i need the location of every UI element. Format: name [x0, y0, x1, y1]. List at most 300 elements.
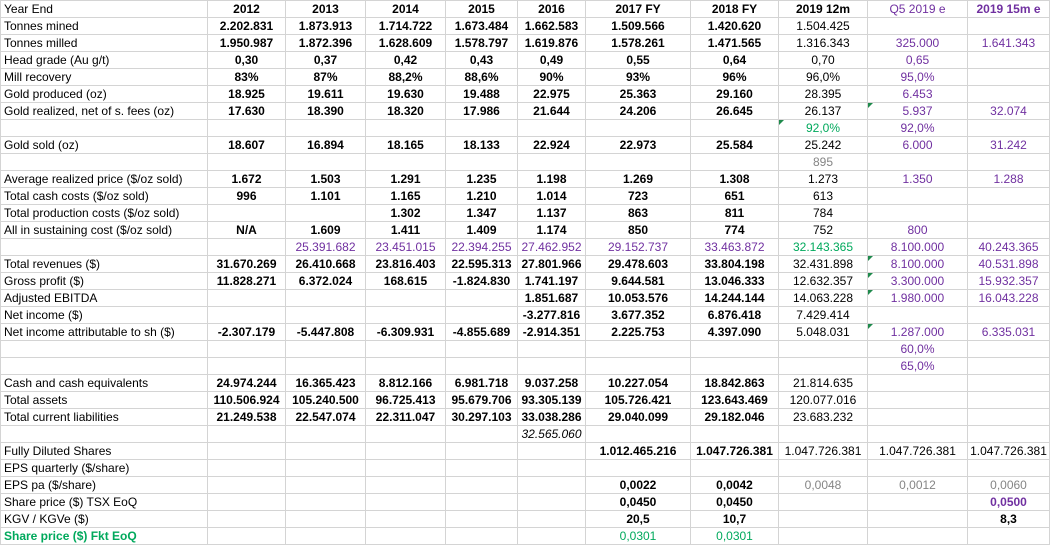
cell[interactable]: 96.725.413 — [366, 392, 446, 409]
row-label[interactable]: Average realized price ($/oz sold) — [1, 171, 208, 188]
row-label[interactable]: Net income attributable to sh ($) — [1, 324, 208, 341]
cell[interactable]: 20,5 — [586, 511, 691, 528]
cell[interactable]: 27.801.966 — [518, 256, 586, 273]
cell[interactable]: 120.077.016 — [779, 392, 868, 409]
cell[interactable] — [286, 205, 366, 222]
col-header-2016[interactable]: 2016 — [518, 1, 586, 18]
cell[interactable] — [868, 18, 968, 35]
cell[interactable] — [518, 358, 586, 375]
cell[interactable] — [208, 205, 286, 222]
cell[interactable]: 0,64 — [691, 52, 779, 69]
cell[interactable] — [366, 511, 446, 528]
row-label[interactable]: Head grade (Au g/t) — [1, 52, 208, 69]
cell[interactable] — [868, 392, 968, 409]
cell[interactable] — [366, 494, 446, 511]
cell[interactable] — [868, 307, 968, 324]
cell[interactable]: 105.726.421 — [586, 392, 691, 409]
cell[interactable]: 27.462.952 — [518, 239, 586, 256]
cell[interactable]: 17.986 — [446, 103, 518, 120]
cell[interactable] — [286, 511, 366, 528]
cell[interactable]: 3.677.352 — [586, 307, 691, 324]
cell[interactable] — [968, 528, 1050, 545]
row-label[interactable]: Total assets — [1, 392, 208, 409]
cell[interactable]: 8,3 — [968, 511, 1050, 528]
cell[interactable] — [586, 460, 691, 477]
cell[interactable] — [286, 528, 366, 545]
row-label[interactable]: All in sustaining cost ($/oz sold) — [1, 222, 208, 239]
cell[interactable]: 29.182.046 — [691, 409, 779, 426]
cell[interactable]: 1.714.722 — [366, 18, 446, 35]
cell[interactable] — [968, 358, 1050, 375]
cell[interactable]: 1.302 — [366, 205, 446, 222]
cell[interactable] — [286, 307, 366, 324]
cell[interactable] — [446, 120, 518, 137]
cell[interactable]: 1.137 — [518, 205, 586, 222]
cell[interactable] — [779, 341, 868, 358]
cell[interactable] — [366, 477, 446, 494]
row-label[interactable]: Tonnes milled — [1, 35, 208, 52]
cell[interactable]: 12.632.357 — [779, 273, 868, 290]
cell[interactable] — [518, 443, 586, 460]
cell[interactable]: 168.615 — [366, 273, 446, 290]
cell[interactable]: 10.053.576 — [586, 290, 691, 307]
cell[interactable]: 18.607 — [208, 137, 286, 154]
cell[interactable]: 850 — [586, 222, 691, 239]
cell[interactable]: 10.227.054 — [586, 375, 691, 392]
cell[interactable] — [779, 426, 868, 443]
cell[interactable]: 6.453 — [868, 86, 968, 103]
cell[interactable] — [968, 52, 1050, 69]
cell[interactable] — [446, 426, 518, 443]
cell[interactable]: 16.365.423 — [286, 375, 366, 392]
cell[interactable]: 6.000 — [868, 137, 968, 154]
cell[interactable] — [208, 460, 286, 477]
cell[interactable] — [968, 460, 1050, 477]
cell[interactable] — [518, 511, 586, 528]
cell[interactable]: 14.244.144 — [691, 290, 779, 307]
cell[interactable]: 30.297.103 — [446, 409, 518, 426]
cell[interactable]: -2.914.351 — [518, 324, 586, 341]
cell[interactable]: 65,0% — [868, 358, 968, 375]
cell[interactable]: 0,0012 — [868, 477, 968, 494]
row-label[interactable] — [1, 358, 208, 375]
cell[interactable] — [446, 477, 518, 494]
cell[interactable]: 0,65 — [868, 52, 968, 69]
cell[interactable] — [968, 409, 1050, 426]
cell[interactable]: 0,0450 — [691, 494, 779, 511]
cell[interactable] — [868, 154, 968, 171]
cell[interactable]: 1.047.726.381 — [968, 443, 1050, 460]
cell[interactable]: 0,30 — [208, 52, 286, 69]
cell[interactable]: 40.531.898 — [968, 256, 1050, 273]
cell[interactable] — [208, 358, 286, 375]
cell[interactable] — [208, 290, 286, 307]
cell[interactable]: 24.206 — [586, 103, 691, 120]
cell[interactable]: 1.287.000 — [868, 324, 968, 341]
cell[interactable]: 1.198 — [518, 171, 586, 188]
cell[interactable] — [286, 341, 366, 358]
cell[interactable] — [779, 528, 868, 545]
cell[interactable]: 25.391.682 — [286, 239, 366, 256]
cell[interactable]: 110.506.924 — [208, 392, 286, 409]
cell[interactable]: 32.074 — [968, 103, 1050, 120]
cell[interactable]: 9.644.581 — [586, 273, 691, 290]
row-label[interactable] — [1, 154, 208, 171]
cell[interactable]: 0,55 — [586, 52, 691, 69]
col-header-q5-2019-e[interactable]: Q5 2019 e — [868, 1, 968, 18]
cell[interactable]: 18.165 — [366, 137, 446, 154]
cell[interactable] — [518, 477, 586, 494]
cell[interactable] — [446, 511, 518, 528]
cell[interactable]: 1.165 — [366, 188, 446, 205]
cell[interactable]: 22.547.074 — [286, 409, 366, 426]
cell[interactable]: 24.974.244 — [208, 375, 286, 392]
cell[interactable] — [779, 494, 868, 511]
cell[interactable]: 29.478.603 — [586, 256, 691, 273]
cell[interactable] — [868, 375, 968, 392]
cell[interactable]: 32.143.365 — [779, 239, 868, 256]
cell[interactable]: 7.429.414 — [779, 307, 868, 324]
cell[interactable] — [968, 307, 1050, 324]
cell[interactable]: 0,0022 — [586, 477, 691, 494]
cell[interactable]: 0,37 — [286, 52, 366, 69]
cell[interactable]: 800 — [868, 222, 968, 239]
cell[interactable]: 1.288 — [968, 171, 1050, 188]
cell[interactable]: 1.101 — [286, 188, 366, 205]
cell[interactable]: 90% — [518, 69, 586, 86]
cell[interactable]: 95.679.706 — [446, 392, 518, 409]
cell[interactable]: 0,43 — [446, 52, 518, 69]
cell[interactable]: 8.812.166 — [366, 375, 446, 392]
cell[interactable]: 14.063.228 — [779, 290, 868, 307]
cell[interactable]: 1.420.620 — [691, 18, 779, 35]
row-label[interactable]: Fully Diluted Shares — [1, 443, 208, 460]
cell[interactable]: 105.240.500 — [286, 392, 366, 409]
cell[interactable]: 60,0% — [868, 341, 968, 358]
cell[interactable]: 33.038.286 — [518, 409, 586, 426]
col-header-2014[interactable]: 2014 — [366, 1, 446, 18]
cell[interactable]: 5.937 — [868, 103, 968, 120]
row-label[interactable]: Adjusted EBITDA — [1, 290, 208, 307]
cell[interactable] — [968, 375, 1050, 392]
cell[interactable]: 13.046.333 — [691, 273, 779, 290]
cell[interactable]: 18.925 — [208, 86, 286, 103]
cell[interactable]: 9.037.258 — [518, 375, 586, 392]
cell[interactable] — [968, 205, 1050, 222]
cell[interactable]: 1.235 — [446, 171, 518, 188]
cell[interactable]: 895 — [779, 154, 868, 171]
cell[interactable]: 0,0048 — [779, 477, 868, 494]
cell[interactable]: 95,0% — [868, 69, 968, 86]
cell[interactable]: 26.137 — [779, 103, 868, 120]
cell[interactable] — [446, 528, 518, 545]
cell[interactable]: 3.300.000 — [868, 273, 968, 290]
cell[interactable]: 16.043.228 — [968, 290, 1050, 307]
cell[interactable]: 651 — [691, 188, 779, 205]
cell[interactable]: 996 — [208, 188, 286, 205]
cell[interactable] — [968, 18, 1050, 35]
cell[interactable]: 6.372.024 — [286, 273, 366, 290]
cell[interactable]: 18.390 — [286, 103, 366, 120]
cell[interactable]: 8.100.000 — [868, 239, 968, 256]
col-header-2015[interactable]: 2015 — [446, 1, 518, 18]
row-label[interactable] — [1, 426, 208, 443]
cell[interactable]: 18.133 — [446, 137, 518, 154]
row-label[interactable]: Mill recovery — [1, 69, 208, 86]
cell[interactable]: 123.643.469 — [691, 392, 779, 409]
row-label[interactable] — [1, 341, 208, 358]
cell[interactable] — [446, 494, 518, 511]
col-header-2017-fy[interactable]: 2017 FY — [586, 1, 691, 18]
cell[interactable] — [518, 460, 586, 477]
cell[interactable] — [779, 511, 868, 528]
cell[interactable]: 16.894 — [286, 137, 366, 154]
cell[interactable]: 25.363 — [586, 86, 691, 103]
cell[interactable]: 22.595.313 — [446, 256, 518, 273]
cell[interactable]: 0,0500 — [968, 494, 1050, 511]
row-label[interactable] — [1, 120, 208, 137]
cell[interactable] — [286, 460, 366, 477]
cell[interactable] — [286, 290, 366, 307]
row-label[interactable]: Total revenues ($) — [1, 256, 208, 273]
cell[interactable]: 23.816.403 — [366, 256, 446, 273]
cell[interactable] — [208, 307, 286, 324]
cell[interactable]: 811 — [691, 205, 779, 222]
cell[interactable]: 1.174 — [518, 222, 586, 239]
cell[interactable]: 4.397.090 — [691, 324, 779, 341]
cell[interactable]: 1.673.484 — [446, 18, 518, 35]
cell[interactable]: 1.662.583 — [518, 18, 586, 35]
cell[interactable]: 1.047.726.381 — [779, 443, 868, 460]
cell[interactable]: 325.000 — [868, 35, 968, 52]
cell[interactable]: 28.395 — [779, 86, 868, 103]
cell[interactable] — [968, 222, 1050, 239]
col-header-2019-12m[interactable]: 2019 12m — [779, 1, 868, 18]
cell[interactable]: 6.335.031 — [968, 324, 1050, 341]
cell[interactable] — [968, 69, 1050, 86]
col-header-2019-15m-e[interactable]: 2019 15m e — [968, 1, 1050, 18]
cell[interactable] — [518, 120, 586, 137]
cell[interactable] — [691, 358, 779, 375]
cell[interactable] — [691, 341, 779, 358]
cell[interactable]: 10,7 — [691, 511, 779, 528]
cell[interactable]: 0,0042 — [691, 477, 779, 494]
cell[interactable]: 1.950.987 — [208, 35, 286, 52]
cell[interactable] — [446, 460, 518, 477]
cell[interactable]: 6.876.418 — [691, 307, 779, 324]
cell[interactable] — [968, 154, 1050, 171]
row-label[interactable]: EPS pa ($/share) — [1, 477, 208, 494]
cell[interactable]: 88,6% — [446, 69, 518, 86]
cell[interactable] — [868, 409, 968, 426]
row-label[interactable]: Total production costs ($/oz sold) — [1, 205, 208, 222]
cell[interactable] — [968, 86, 1050, 103]
cell[interactable] — [446, 358, 518, 375]
cell[interactable] — [968, 120, 1050, 137]
cell[interactable]: 1.350 — [868, 171, 968, 188]
cell[interactable] — [868, 511, 968, 528]
cell[interactable] — [366, 290, 446, 307]
row-label[interactable]: Total cash costs ($/oz sold) — [1, 188, 208, 205]
cell[interactable]: 1.609 — [286, 222, 366, 239]
cell[interactable] — [779, 460, 868, 477]
cell[interactable]: 32.565.060 — [518, 426, 586, 443]
cell[interactable]: 33.804.198 — [691, 256, 779, 273]
cell[interactable]: 26.645 — [691, 103, 779, 120]
cell[interactable] — [691, 120, 779, 137]
cell[interactable]: 723 — [586, 188, 691, 205]
cell[interactable]: 8.100.000 — [868, 256, 968, 273]
row-label[interactable]: Total current liabilities — [1, 409, 208, 426]
cell[interactable] — [868, 205, 968, 222]
cell[interactable]: 0,49 — [518, 52, 586, 69]
cell[interactable]: 93% — [586, 69, 691, 86]
cell[interactable]: N/A — [208, 222, 286, 239]
cell[interactable]: 33.463.872 — [691, 239, 779, 256]
cell[interactable] — [366, 358, 446, 375]
cell[interactable] — [208, 154, 286, 171]
cell[interactable] — [691, 426, 779, 443]
cell[interactable]: 0,70 — [779, 52, 868, 69]
cell[interactable]: 0,42 — [366, 52, 446, 69]
cell[interactable] — [208, 443, 286, 460]
cell[interactable] — [446, 307, 518, 324]
cell[interactable] — [968, 341, 1050, 358]
cell[interactable]: 1.873.913 — [286, 18, 366, 35]
cell[interactable]: 1.578.261 — [586, 35, 691, 52]
cell[interactable] — [868, 460, 968, 477]
cell[interactable]: 25.584 — [691, 137, 779, 154]
row-label[interactable]: Cash and cash equivalents — [1, 375, 208, 392]
cell[interactable] — [691, 460, 779, 477]
cell[interactable]: 21.814.635 — [779, 375, 868, 392]
cell[interactable]: 1.047.726.381 — [691, 443, 779, 460]
cell[interactable]: 22.975 — [518, 86, 586, 103]
cell[interactable]: 1.014 — [518, 188, 586, 205]
cell[interactable] — [208, 477, 286, 494]
cell[interactable]: 19.630 — [366, 86, 446, 103]
cell[interactable]: -2.307.179 — [208, 324, 286, 341]
cell[interactable]: 0,0301 — [586, 528, 691, 545]
cell[interactable]: 11.828.271 — [208, 273, 286, 290]
cell[interactable] — [586, 358, 691, 375]
cell[interactable]: 1.851.687 — [518, 290, 586, 307]
cell[interactable]: 1.672 — [208, 171, 286, 188]
cell[interactable]: 18.842.863 — [691, 375, 779, 392]
cell[interactable] — [366, 120, 446, 137]
row-label[interactable]: Gross profit ($) — [1, 273, 208, 290]
cell[interactable]: 2.202.831 — [208, 18, 286, 35]
cell[interactable]: 1.210 — [446, 188, 518, 205]
cell[interactable] — [586, 341, 691, 358]
cell[interactable]: 5.048.031 — [779, 324, 868, 341]
cell[interactable]: 1.291 — [366, 171, 446, 188]
cell[interactable] — [868, 426, 968, 443]
cell[interactable]: -3.277.816 — [518, 307, 586, 324]
col-header-2018-fy[interactable]: 2018 FY — [691, 1, 779, 18]
cell[interactable] — [868, 188, 968, 205]
cell[interactable] — [968, 188, 1050, 205]
cell[interactable]: 21.249.538 — [208, 409, 286, 426]
cell[interactable]: 752 — [779, 222, 868, 239]
cell[interactable] — [586, 154, 691, 171]
cell[interactable] — [518, 341, 586, 358]
cell[interactable] — [446, 290, 518, 307]
cell[interactable] — [366, 443, 446, 460]
cell[interactable] — [518, 528, 586, 545]
cell[interactable]: -4.855.689 — [446, 324, 518, 341]
cell[interactable] — [208, 426, 286, 443]
cell[interactable]: 774 — [691, 222, 779, 239]
cell[interactable] — [518, 494, 586, 511]
cell[interactable]: 1.471.565 — [691, 35, 779, 52]
cell[interactable] — [691, 154, 779, 171]
cell[interactable] — [868, 494, 968, 511]
cell[interactable] — [779, 358, 868, 375]
row-label[interactable]: Gold produced (oz) — [1, 86, 208, 103]
corner-header-year-end[interactable]: Year End — [1, 1, 208, 18]
cell[interactable]: 23.683.232 — [779, 409, 868, 426]
cell[interactable]: 1.316.343 — [779, 35, 868, 52]
cell[interactable]: 784 — [779, 205, 868, 222]
cell[interactable]: 87% — [286, 69, 366, 86]
cell[interactable]: 863 — [586, 205, 691, 222]
cell[interactable]: 83% — [208, 69, 286, 86]
row-label[interactable]: Gold realized, net of s. fees (oz) — [1, 103, 208, 120]
row-label[interactable]: Tonnes mined — [1, 18, 208, 35]
col-header-2012[interactable]: 2012 — [208, 1, 286, 18]
cell[interactable]: 1.308 — [691, 171, 779, 188]
cell[interactable]: 31.670.269 — [208, 256, 286, 273]
cell[interactable]: 88,2% — [366, 69, 446, 86]
cell[interactable] — [586, 426, 691, 443]
cell[interactable]: 15.932.357 — [968, 273, 1050, 290]
cell[interactable] — [208, 239, 286, 256]
cell[interactable]: 26.410.668 — [286, 256, 366, 273]
cell[interactable]: 1.047.726.381 — [868, 443, 968, 460]
cell[interactable]: 0,0060 — [968, 477, 1050, 494]
cell[interactable] — [286, 358, 366, 375]
cell[interactable]: 40.243.365 — [968, 239, 1050, 256]
cell[interactable]: 1.012.465.216 — [586, 443, 691, 460]
cell[interactable] — [286, 443, 366, 460]
cell[interactable]: 1.628.609 — [366, 35, 446, 52]
cell[interactable]: 1.273 — [779, 171, 868, 188]
cell[interactable]: 1.269 — [586, 171, 691, 188]
cell[interactable]: 23.451.015 — [366, 239, 446, 256]
cell[interactable]: 32.431.898 — [779, 256, 868, 273]
cell[interactable] — [286, 154, 366, 171]
cell[interactable]: 0,0301 — [691, 528, 779, 545]
cell[interactable]: 1.872.396 — [286, 35, 366, 52]
cell[interactable]: 18.320 — [366, 103, 446, 120]
cell[interactable] — [286, 426, 366, 443]
row-label[interactable]: KGV / KGVe ($) — [1, 511, 208, 528]
cell[interactable] — [208, 120, 286, 137]
cell[interactable]: 22.973 — [586, 137, 691, 154]
cell[interactable] — [366, 460, 446, 477]
row-label[interactable]: EPS quarterly ($/share) — [1, 460, 208, 477]
row-label[interactable]: Gold sold (oz) — [1, 137, 208, 154]
cell[interactable] — [286, 120, 366, 137]
cell[interactable]: 1.509.566 — [586, 18, 691, 35]
cell[interactable]: 1.503 — [286, 171, 366, 188]
cell[interactable]: 93.305.139 — [518, 392, 586, 409]
cell[interactable] — [208, 341, 286, 358]
cell[interactable]: 21.644 — [518, 103, 586, 120]
cell[interactable] — [286, 477, 366, 494]
cell[interactable]: 0,0450 — [586, 494, 691, 511]
